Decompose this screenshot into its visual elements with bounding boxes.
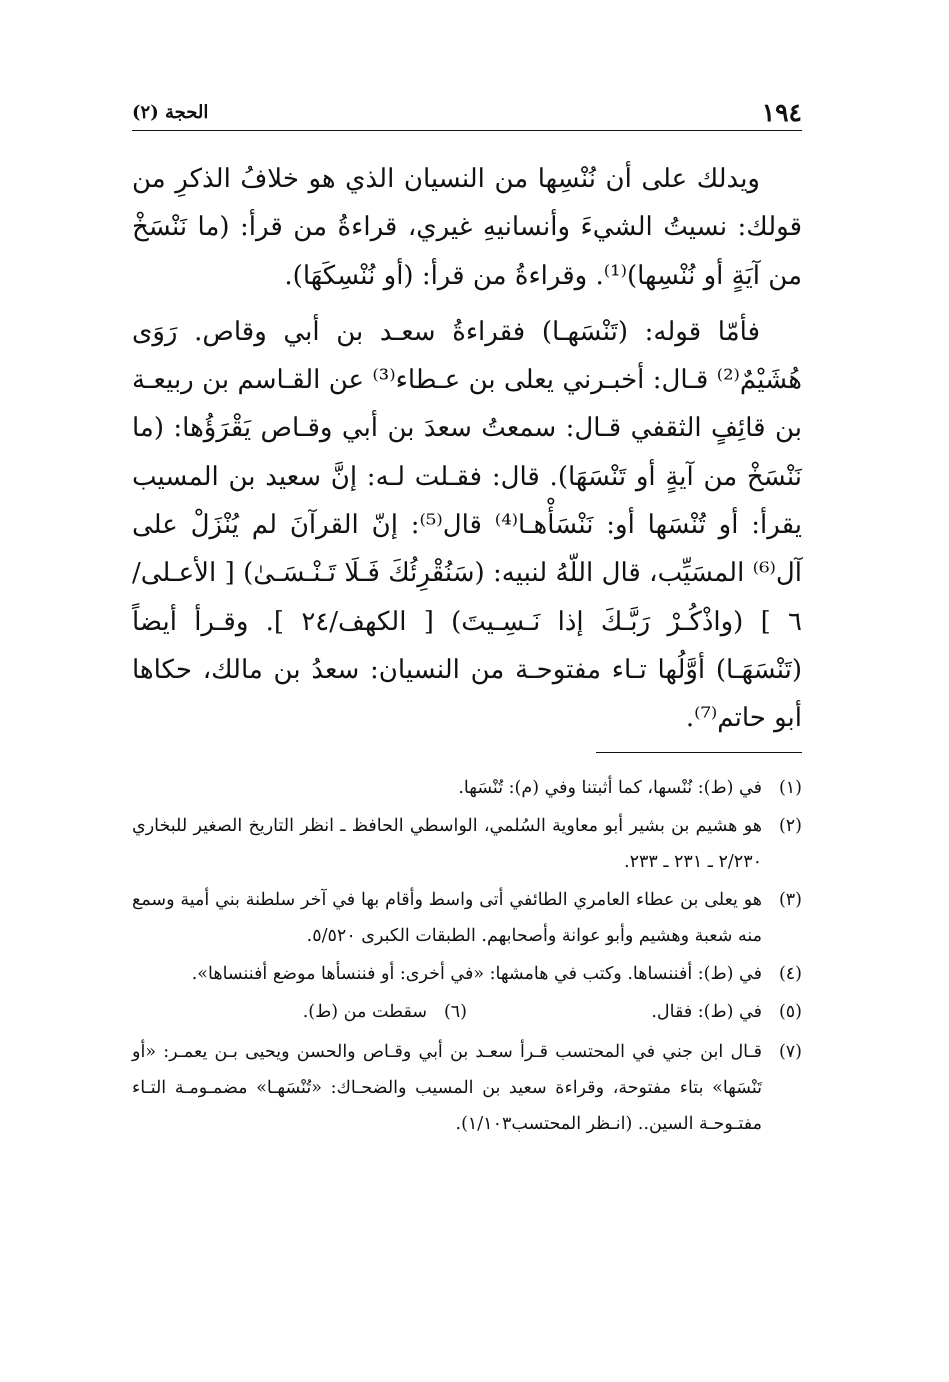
running-title: الحجة (٢) [132,101,209,123]
footnote-7 [132,1034,802,1142]
paragraph-1: ويدلك على أن نُنْسِها من النسيان الذي هو خلافُ الذكرِ من قولك: نسيتُ الشيءَ وأنسانيهِ غيري، قراءةُ من قرأ: (ما نَنْسَخْ من آيَةٍ أو نُنْسِها)⁽¹⁾. وقراءةُ من قرأ: (أو نُنْسِكَهَا). [132,164,802,291]
footnote-2 [132,808,802,880]
footnote-number: (٤) [778,964,802,984]
page-header [132,96,802,128]
main-text [132,155,802,743]
header-divider [132,130,802,131]
footnote-text: هو يعلى بن عطاء العامري الطائفي أتى واسط وأقام بها في آخر سلطنة بني أمية وسمع منه شعبة وهشيم وأبو عوانة وأصحابهم. الطبقات الكبرى ٥/٥٢٠. [132,890,762,946]
page-number: ١٩٤ [761,97,802,127]
footnote-text: هو هشيم بن بشير أبو معاوية السُلمي، الواسطي الحافظ ـ انظر التاريخ الصغير للبخاري ٢/٢٣٠ ـ ٢٣١ ـ ٢٣٣. [132,816,762,872]
footnote-text: في (ط): فقال. [651,1002,762,1022]
footnotes [132,770,802,1144]
footnote-number: (٢) [778,816,802,836]
footnote-number: (٥) [778,1002,802,1022]
footnote-text: سقطت من (ط). [302,1002,427,1022]
footnote-number: (٦) [443,1002,467,1022]
footnote-text: في (ط): أفننساها. وكتب في هامشها: «في أخرى: أو فننسأها موضع أفننساها». [191,964,762,984]
footnote-text: في (ط): نُنْسها، كما أثبتنا وفي (م): تُنْسَها. [458,778,762,798]
footnote-5 [467,994,802,1030]
footnote-1 [132,770,802,806]
footnote-number: (٧) [778,1042,802,1062]
footnote-3 [132,882,802,954]
footnote-6 [132,994,467,1030]
footnote-number: (١) [778,778,802,798]
footnote-number: (٣) [778,890,802,910]
footnote-pair-5-6 [132,994,802,1032]
footnote-text: قـال ابن جني في المحتسب قـرأ سعـد بن أبي وقـاص والحسن ويحيى بـن يعمـر: «أو تَنْسَها» بتاء مفتوحة، وقراءة سعيد بن المسيب والضحـاك: «تُنْسَهـا» مضمـومـة التـاء مفتـوحـة السين.. (انـظر المحتسب١/١٠٣). [132,1042,762,1134]
footnote-divider [596,752,802,753]
footnote-4 [132,956,802,992]
paragraph-2: فأمّا قوله: (تَنْسَهـا) فقراءةُ سعـد بن أبي وقاص. رَوَى هُشَيْمٌ⁽²⁾ قـال: أخبـرني يعلى بن عـطاء⁽³⁾ عن القـاسم بن ربيعـة بن قائِفٍ الثقفي قـال: سمعتُ سعدَ بن أبي وقـاص يَقْرَؤُها: (ما نَنْسَخْ من آيةٍ أو تَنْسَهَا). قال: فقـلت لـه: إنَّ سعيد بن المسيب يقرأ: أو تُنْسَها أو: نَنْسَأْهـا⁽⁴⁾ قال⁽⁵⁾: إنّ القرآنَ لم يُنْزَلْ على آل⁽⁶⁾ المسَيِّب، قال اللّهُ لنبيه: (سَنُقْرِئُكَ فَـلَا تَـنْـسَـىٰ) [ الأعـلى/٦ ] (واذْكُـرْ رَبَّـكَ إذا نَـسِـيتَ) [ الكهف/٢٤ ]. وقـرأ أيضاً (تَنْسَهَـا) أوَّلُها تـاء مفتوحـة من النسيان: سعدُ بن مالك، حكاها أبو حاتم⁽⁷⁾. [132,316,802,734]
